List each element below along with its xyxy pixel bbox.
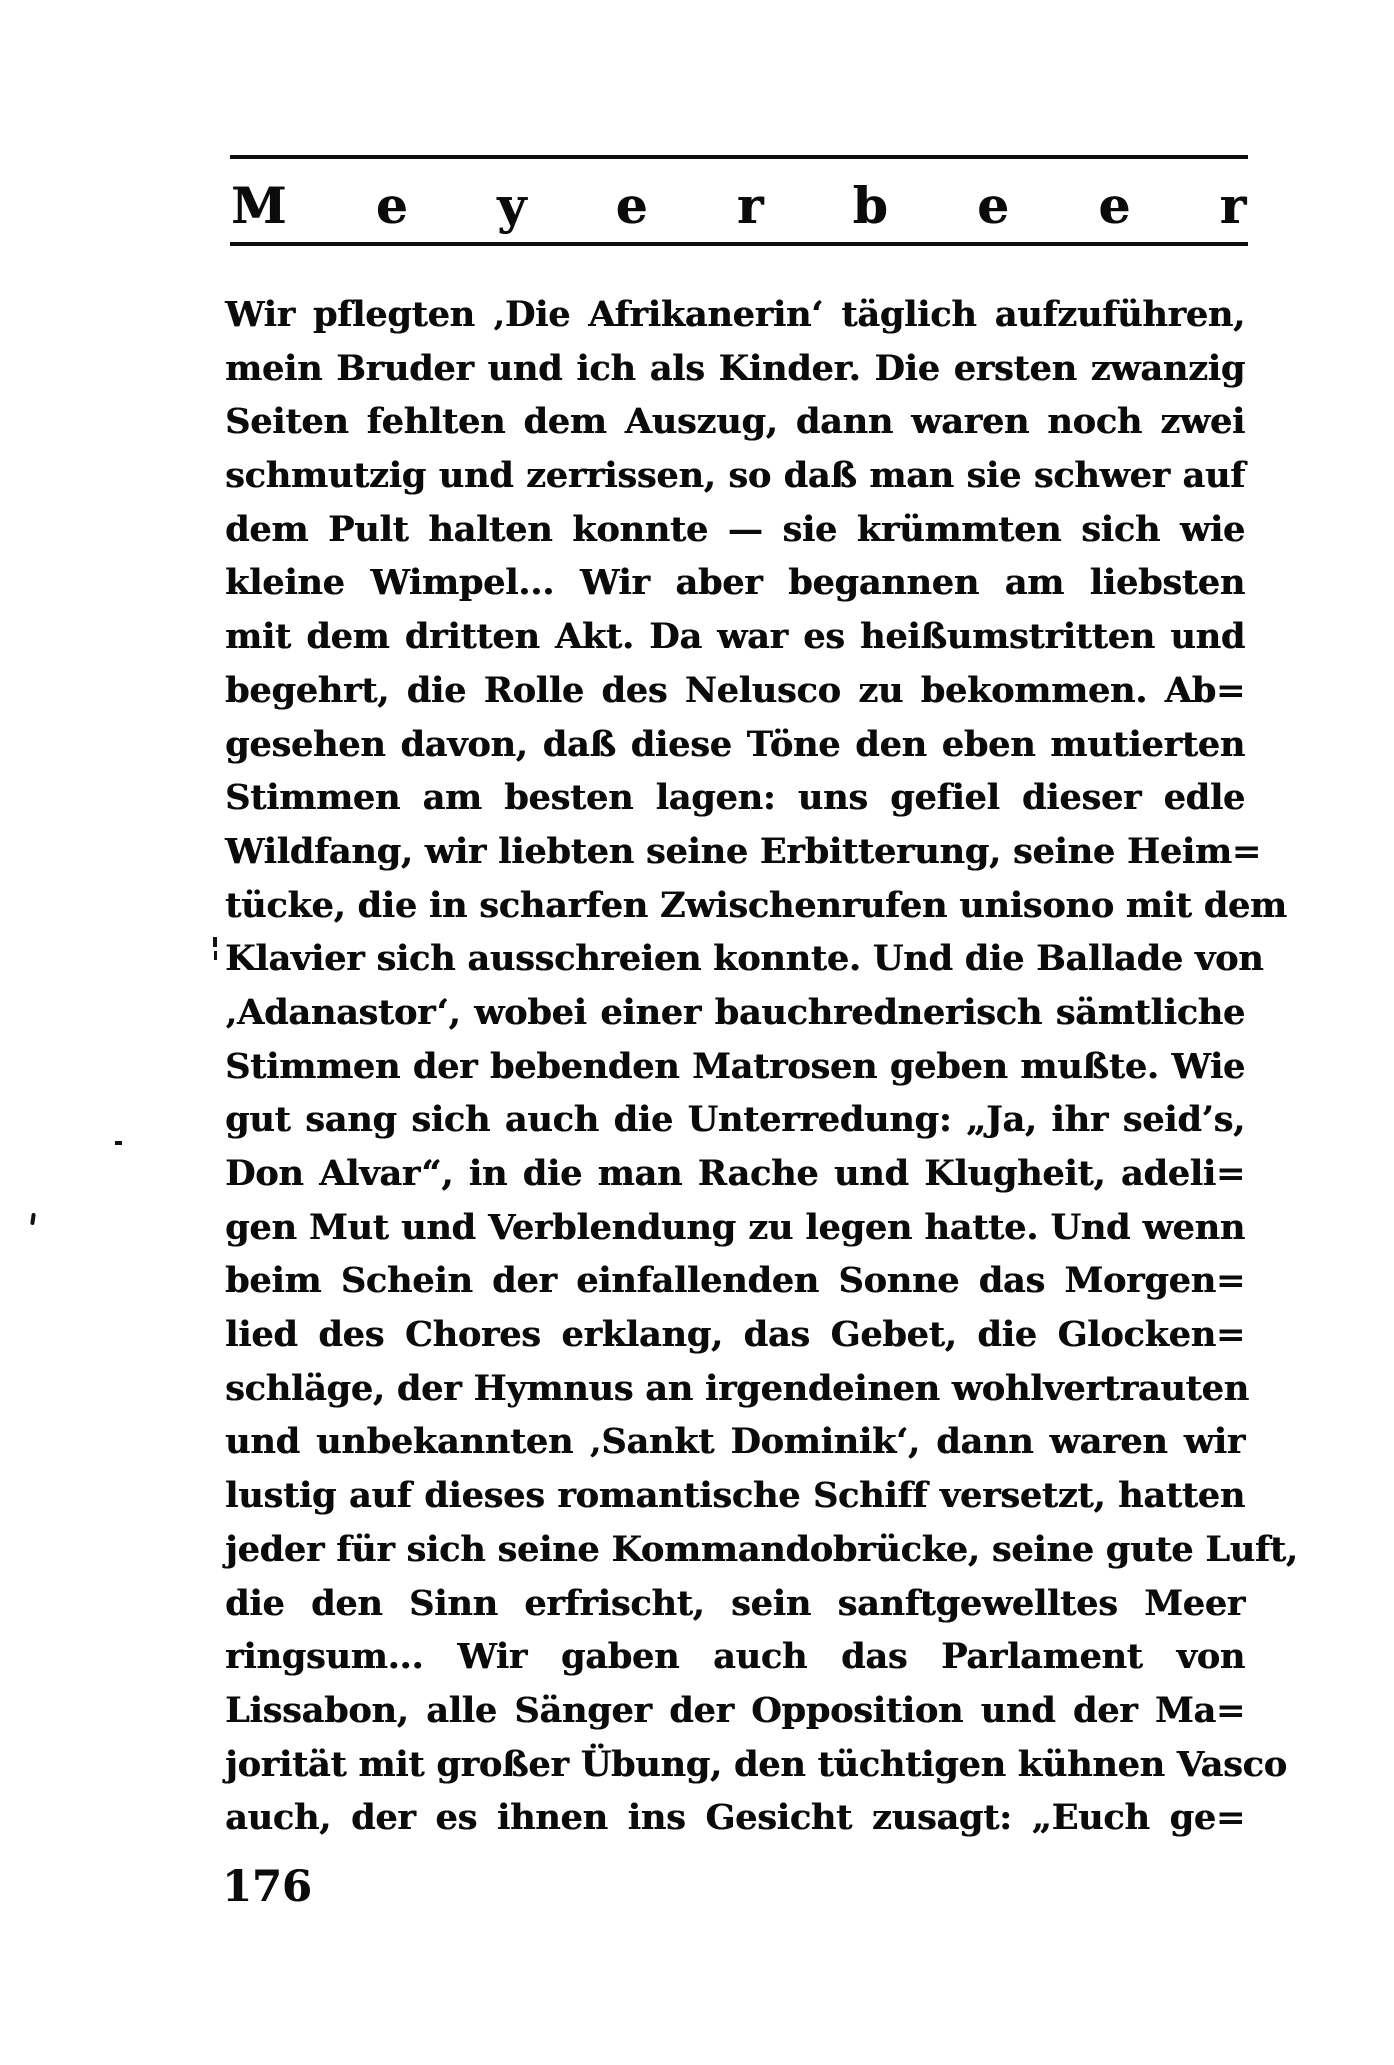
body-line: lustig auf dieses romantische Schiff versetzt, hatten <box>225 1475 1245 1517</box>
body-line: Stimmen der bebenden Matrosen geben mußte. Wie <box>225 1045 1245 1087</box>
body-line: gen Mut und Verblendung zu legen hatte. Und wenn <box>225 1206 1245 1248</box>
body-line: ringsum... Wir gaben auch das Parlament von <box>225 1636 1245 1678</box>
body-line: schläge, der Hymnus an irgendeinen wohlvertrauten <box>225 1367 1249 1409</box>
body-line: gesehen davon, daß diese Töne den eben mutierten <box>225 723 1245 765</box>
body-line: die den Sinn erfrischt, sein sanftgewelltes Meer <box>225 1582 1245 1624</box>
body-line: jeder für sich seine Kommandobrücke, seine gute Luft, <box>225 1528 1298 1570</box>
body-line: auch, der es ihnen ins Gesicht zusagt: „Euch ge= <box>225 1797 1245 1839</box>
body-line: lied des Chores erklang, das Gebet, die Glocken= <box>225 1314 1245 1356</box>
body-line: Klavier sich ausschreien konnte. Und die Ballade von <box>225 938 1264 980</box>
body-line: ‚Adanastor‘, wobei einer bauchrednerisch sämtliche <box>225 991 1245 1033</box>
page-title-letter: M <box>231 176 287 235</box>
page-number: 176 <box>222 1862 312 1912</box>
body-line: Wir pflegten ‚Die Afrikanerin‘ täglich aufzuführen, <box>225 294 1245 335</box>
page-title <box>231 174 1246 238</box>
page-title-letter: e <box>615 176 648 235</box>
scan-speck <box>213 937 217 947</box>
body-line: dem Pult halten konnte — sie krümmten sich wie <box>225 508 1245 550</box>
page-title-letter: r <box>736 176 764 235</box>
body-line: beim Schein der einfallenden Sonne das Morgen= <box>225 1260 1245 1302</box>
body-line: tücke, die in scharfen Zwischenrufen unisono mit dem <box>225 884 1287 926</box>
body-text <box>225 288 1298 1845</box>
page-title-letter: y <box>497 176 527 235</box>
body-line: Wildfang, wir liebten seine Erbitterung, seine Heim= <box>225 830 1261 872</box>
scan-speck <box>30 1213 36 1225</box>
page-title-letter: e <box>375 176 408 235</box>
body-line: Don Alvar“, in die man Rache und Klugheit, adeli= <box>225 1153 1245 1194</box>
header-rule-bottom <box>230 242 1248 246</box>
page-title-letter: b <box>852 176 888 235</box>
body-line: und unbekannten ‚Sankt Dominik‘, dann waren wir <box>225 1421 1245 1463</box>
body-line: gut sang sich auch die Unterredung: „Ja, ihr seid’s, <box>225 1099 1245 1141</box>
page-title-letter: e <box>1098 176 1131 235</box>
body-line: jorität mit großer Übung, den tüchtigen kühnen Vasco <box>225 1743 1287 1785</box>
body-line: begehrt, die Rolle des Nelusco zu bekommen. Ab= <box>225 669 1245 711</box>
body-line: Lissabon, alle Sänger der Opposition und der Ma= <box>225 1689 1245 1731</box>
body-line: mit dem dritten Akt. Da war es heißumstritten und <box>225 616 1245 658</box>
body-line: kleine Wimpel... Wir aber begannen am liebsten <box>225 562 1245 604</box>
body-line: Seiten fehlten dem Auszug, dann waren noch zwei <box>225 401 1245 443</box>
page-title-letter: r <box>1219 176 1246 235</box>
body-line: mein Bruder und ich als Kinder. Die ersten zwanzig <box>225 347 1245 389</box>
header-rule-top <box>230 155 1248 159</box>
scan-speck <box>115 1141 122 1145</box>
body-line: Stimmen am besten lagen: uns gefiel dieser edle <box>225 777 1245 819</box>
body-line: schmutzig und zerrissen, so daß man sie schwer auf <box>225 455 1245 497</box>
page-title-letter: e <box>977 176 1009 235</box>
scan-speck <box>214 951 217 960</box>
